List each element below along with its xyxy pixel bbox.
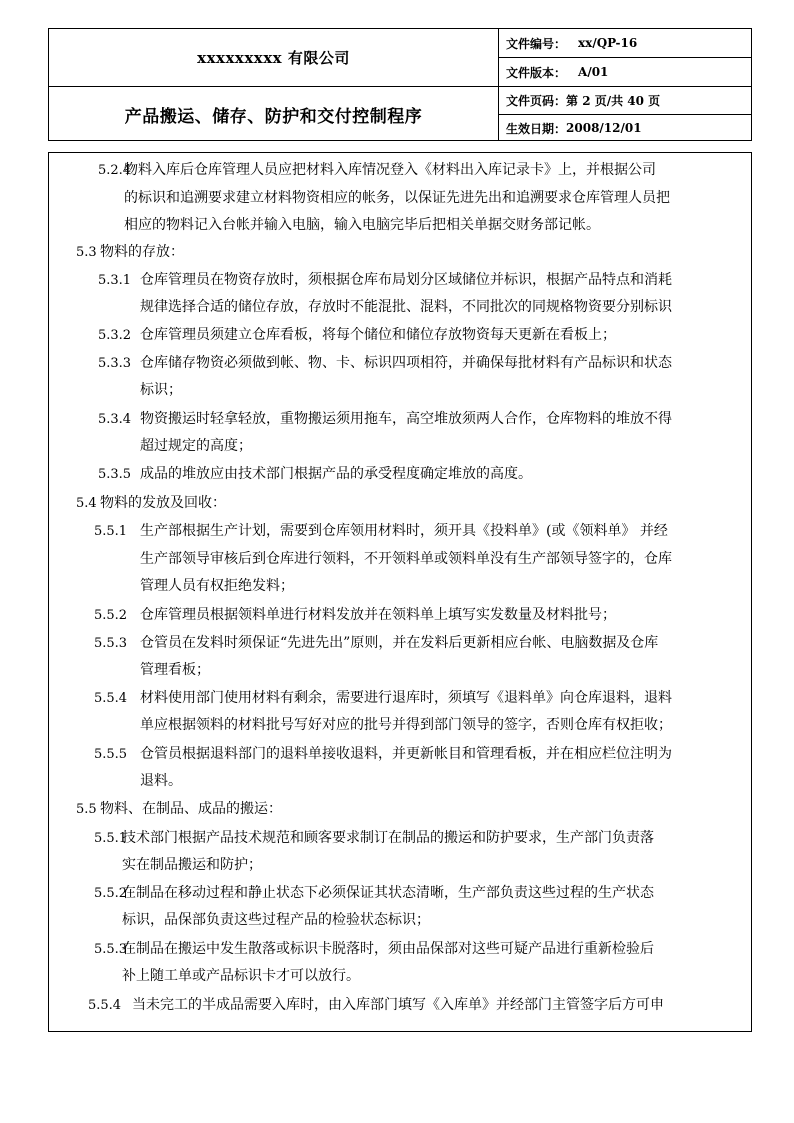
page-number-row <box>506 86 746 114</box>
body-text-line: 物料的存放： <box>100 244 184 260</box>
body-text-line: 退料。 <box>140 773 182 789</box>
body-text-line: 补上随工单或产品标识卡才可以放行。 <box>122 968 360 984</box>
clause-number: 5.2.4 <box>98 163 132 178</box>
doc-version-label: 文件版本： <box>506 65 567 80</box>
body-text-line: 超过规定的高度； <box>140 438 252 454</box>
clause-number: 5.5.5 <box>94 747 128 762</box>
body-text-line: 的标识和追溯要求建立材料物资相应的帐务，以保证先进先出和追溯要求仓库管理人员把 <box>124 190 670 206</box>
document-header-table <box>48 28 752 141</box>
clause-number: 5.3 <box>76 245 97 260</box>
clause-number: 5.3.4 <box>98 412 132 427</box>
body-text-line: 仓库管理员须建立仓库看板，将每个储位和储位存放物资每天更新在看板上； <box>140 327 616 343</box>
body-text-line: 成品的堆放应由技术部门根据产品的承受程度确定堆放的高度。 <box>140 466 532 482</box>
clause-number: 5.3.2 <box>98 328 132 343</box>
body-text-line: 仓管员在发料时须保证“先进先出”原则，并在发料后更新相应台帐、电脑数据及仓库 <box>140 635 659 651</box>
body-text-line: 在制品在移动过程和静止状态下必须保证其状态清晰，生产部负责这些过程的生产状态 <box>122 885 654 901</box>
effective-date-row <box>506 114 746 142</box>
clause-number: 5.5.3 <box>94 942 128 957</box>
doc-number-row <box>506 29 746 57</box>
clause-number: 5.4 <box>76 496 97 511</box>
body-text-line: 单应根据领料的材料批号写好对应的批号并得到部门领导的签字，否则仓库有权拒收； <box>140 717 672 733</box>
clause-number: 5.3.3 <box>98 356 132 371</box>
page-number-value: 第 2 页/共 40 页 <box>566 93 661 108</box>
clause-number: 5.5.1 <box>94 524 128 539</box>
effective-date-value: 2008/12/01 <box>566 121 642 135</box>
doc-version-row <box>506 58 746 86</box>
header-divider-vertical <box>498 29 499 140</box>
doc-version-value: A/01 <box>578 65 609 79</box>
body-text-line: 仓管员根据退料部门的退料单接收退料，并更新帐目和管理看板，并在相应栏位注明为 <box>140 746 672 762</box>
company-name: xxxxxxxxx 有限公司 <box>197 49 350 67</box>
effective-date-label: 生效日期： <box>506 121 567 136</box>
clause-number: 5.5 <box>76 802 97 817</box>
body-text-line: 相应的物料记入台帐并输入电脑，输入电脑完毕后把相关单据交财务部记帐。 <box>124 217 600 233</box>
page-number-label: 文件页码： <box>506 93 567 108</box>
body-text-line: 仓库管理员在物资存放时，须根据仓库布局划分区域储位并标识，根据产品特点和消耗 <box>140 272 672 288</box>
doc-number-value: xx/QP-16 <box>578 36 638 50</box>
clause-number: 5.5.3 <box>94 636 128 651</box>
clause-number: 5.5.1 <box>94 831 128 846</box>
clause-number: 5.5.4 <box>94 691 128 706</box>
body-text-line: 仓库储存物资必须做到帐、物、卡、标识四项相符，并确保每批材料有产品标识和状态 <box>140 355 672 371</box>
body-text-line: 标识； <box>140 382 182 398</box>
clause-number: 5.5.2 <box>94 608 128 623</box>
body-text-line: 在制品在搬运中发生散落或标识卡脱落时，须由品保部对这些可疑产品进行重新检验后 <box>122 941 654 957</box>
clause-number: 5.3.1 <box>98 273 132 288</box>
clause-number: 5.3.5 <box>98 467 132 482</box>
body-text-line: 生产部领导审核后到仓库进行领料，不开领料单或领料单没有生产部领导签字的，仓库 <box>140 551 672 567</box>
body-text-line: 管理看板； <box>140 662 210 678</box>
body-text-line: 物料、在制品、成品的搬运： <box>100 801 282 817</box>
body-text-line: 当未完工的半成品需要入库时，由入库部门填写《入库单》并经部门主管签字后方可申 <box>132 997 664 1013</box>
body-text-line: 物料的发放及回收： <box>100 495 226 511</box>
document-title: 产品搬运、储存、防护和交付控制程序 <box>124 106 423 127</box>
clause-number: 5.5.4 <box>88 998 122 1013</box>
body-text-line: 物资搬运时轻拿轻放，重物搬运须用拖车，高空堆放须两人合作，仓库物料的堆放不得 <box>140 411 672 427</box>
body-text-line: 物料入库后仓库管理人员应把材料入库情况登入《材料出入库记录卡》上，并根据公司 <box>124 162 656 178</box>
doc-number-label: 文件编号： <box>506 36 567 51</box>
clause-number: 5.5.2 <box>94 886 128 901</box>
body-text-line: 标识，品保部负责这些过程产品的检验状态标识； <box>122 912 430 928</box>
body-text-line: 材料使用部门使用材料有剩余，需要进行退库时，须填写《退料单》向仓库退料，退料 <box>140 690 672 706</box>
body-text-line: 规律选择合适的储位存放，存放时不能混批、混料，不同批次的同规格物资要分别标识 <box>140 299 672 315</box>
body-text-line: 实在制品搬运和防护； <box>122 857 262 873</box>
body-text-line: 技术部门根据产品技术规范和顾客要求制订在制品的搬运和防护要求，生产部门负责落 <box>122 830 654 846</box>
body-text-line: 管理人员有权拒绝发料； <box>140 578 294 594</box>
body-text-line: 生产部根据生产计划，需要到仓库领用材料时，须开具《投料单》(或《领料单》 并经 <box>140 523 668 539</box>
body-text-line: 仓库管理员根据领料单进行材料发放并在领料单上填写实发数量及材料批号； <box>140 607 616 623</box>
